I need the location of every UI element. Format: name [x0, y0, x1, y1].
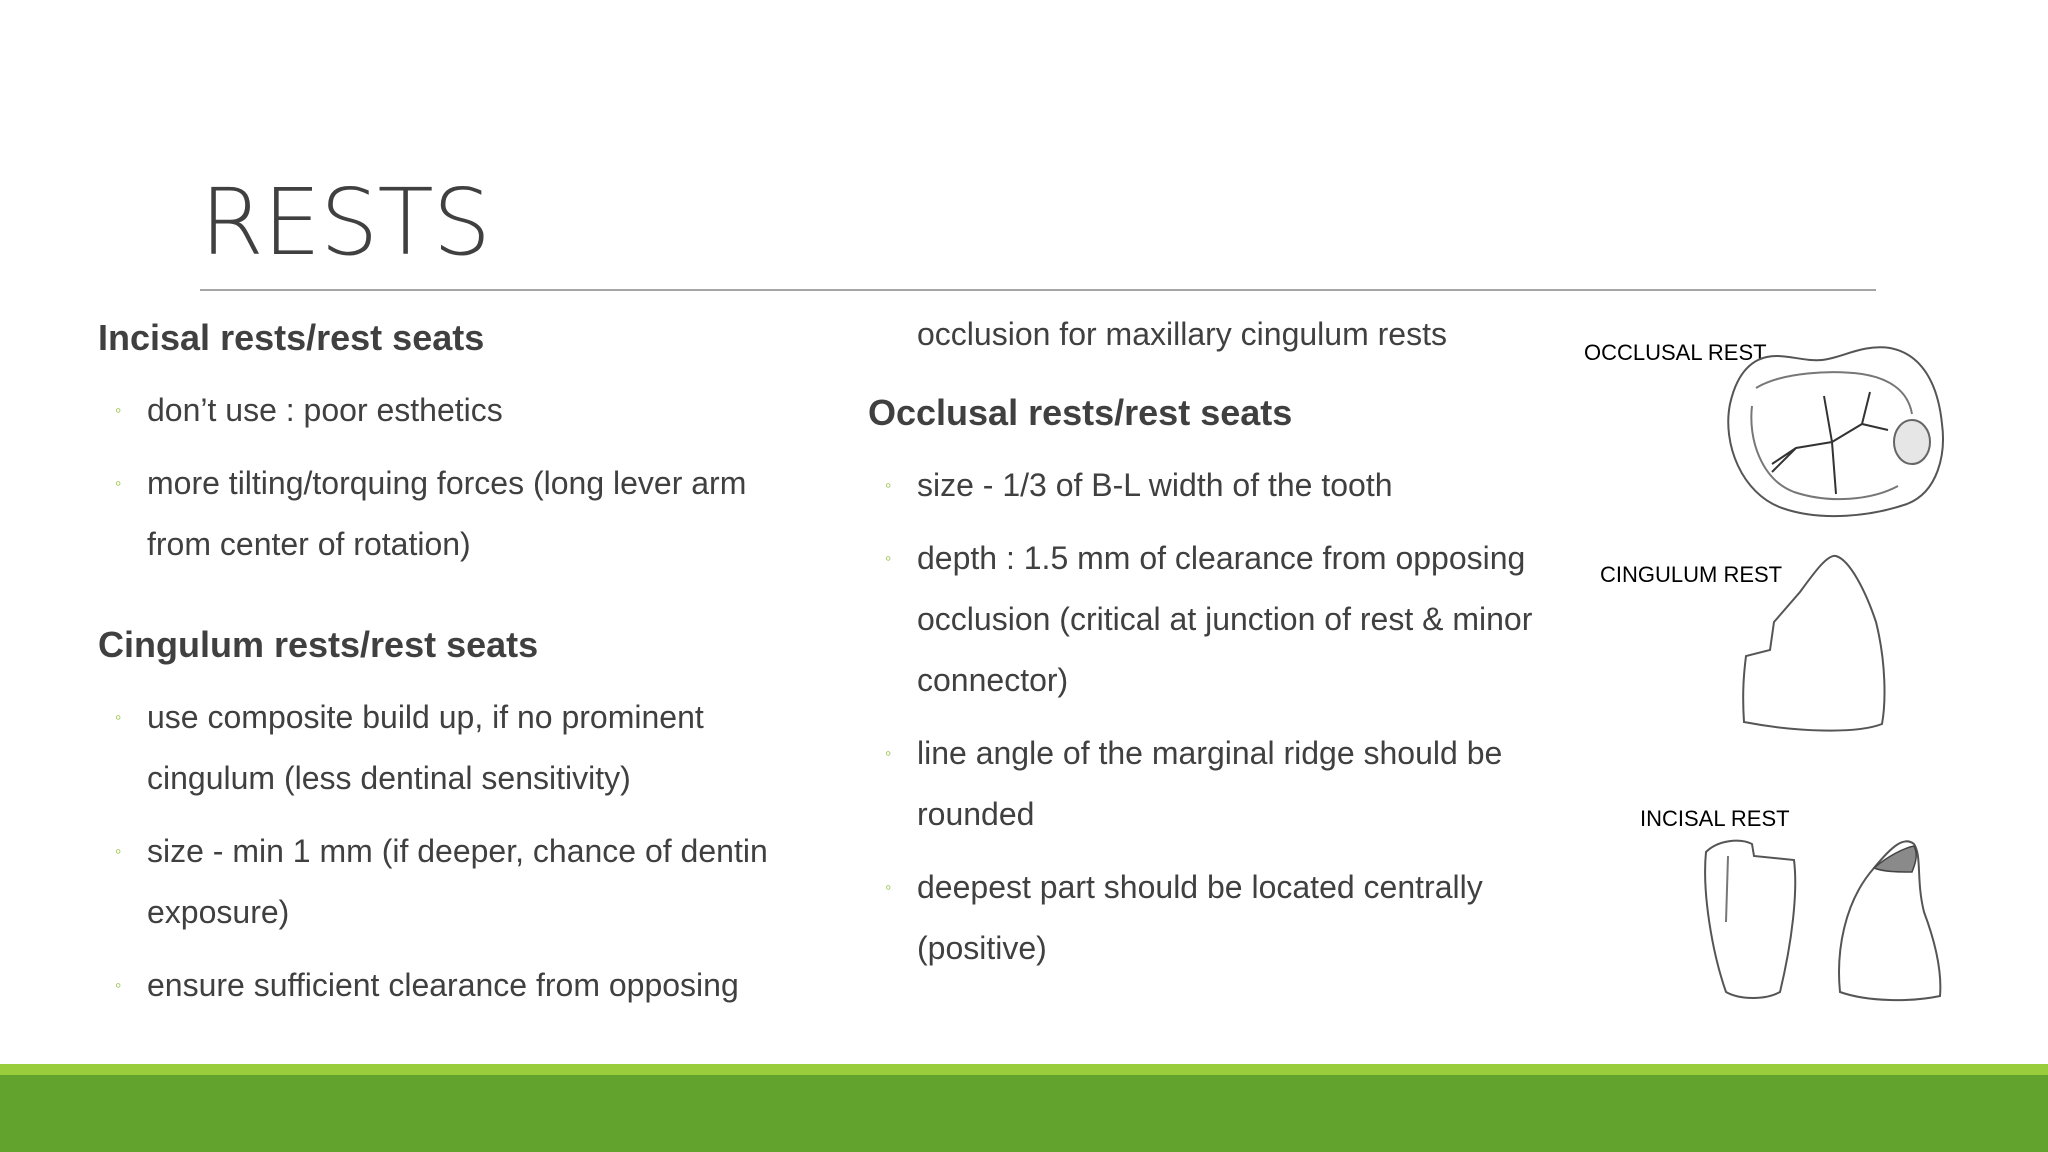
list-item: ◦ more tilting/torquing forces (long lever arm from center of rotation)	[98, 453, 808, 575]
incisal-bullet-list	[98, 380, 808, 575]
cingulum-bullet-list	[98, 687, 808, 1016]
bullet-icon: ◦	[885, 475, 892, 495]
section-heading-occlusal: Occlusal rests/rest seats	[868, 392, 1293, 433]
bullet-icon: ◦	[115, 841, 122, 861]
list-item: ◦ line angle of the marginal ridge should be rounded	[868, 723, 1588, 845]
footer-accent-band	[0, 1064, 2048, 1075]
continuation-text: occlusion for maxillary cingulum rests	[917, 316, 1447, 352]
list-item: ◦ size - 1/3 of B-L width of the tooth	[868, 455, 1588, 516]
incisal-tooth-illustration-side	[1832, 832, 1948, 1002]
cingulum-tooth-illustration	[1736, 552, 1892, 736]
bullet-icon: ◦	[115, 707, 122, 727]
footer-band	[0, 1075, 2048, 1152]
bullet-icon: ◦	[885, 877, 892, 897]
bullet-icon: ◦	[115, 975, 122, 995]
section-heading-incisal: Incisal rests/rest seats	[98, 317, 485, 358]
cingulum-rest-label: CINGULUM REST	[1600, 562, 1783, 587]
occlusal-bullet-list	[868, 455, 1588, 979]
occlusal-tooth-illustration	[1712, 344, 1946, 520]
list-item: ◦ use composite build up, if no prominent cingulum (less dentinal sensitivity)	[98, 687, 808, 809]
list-item: ◦ depth : 1.5 mm of clearance from opposing occlusion (critical at junction of rest & minor connector)	[868, 528, 1588, 711]
slide-title: RESTS	[200, 169, 491, 276]
list-item: ◦ size - min 1 mm (if deeper, chance of dentin exposure)	[98, 821, 808, 943]
bullet-icon: ◦	[115, 400, 122, 420]
left-column	[98, 308, 808, 1028]
middle-column	[868, 304, 1588, 991]
occlusal-rest-label: OCCLUSAL REST	[1584, 340, 1767, 365]
incisal-rest-label: INCISAL REST	[1640, 806, 1790, 831]
bullet-icon: ◦	[885, 743, 892, 763]
section-heading-cingulum: Cingulum rests/rest seats	[98, 624, 539, 665]
bullet-icon: ◦	[115, 473, 122, 493]
list-item: ◦ don’t use : poor esthetics	[98, 380, 808, 441]
list-item: ◦ deepest part should be located centrally (positive)	[868, 857, 1588, 979]
list-item: ◦ ensure sufficient clearance from opposing	[98, 955, 808, 1016]
bullet-icon: ◦	[885, 548, 892, 568]
title-divider	[200, 289, 1876, 291]
incisal-tooth-illustration-front	[1696, 832, 1808, 1002]
